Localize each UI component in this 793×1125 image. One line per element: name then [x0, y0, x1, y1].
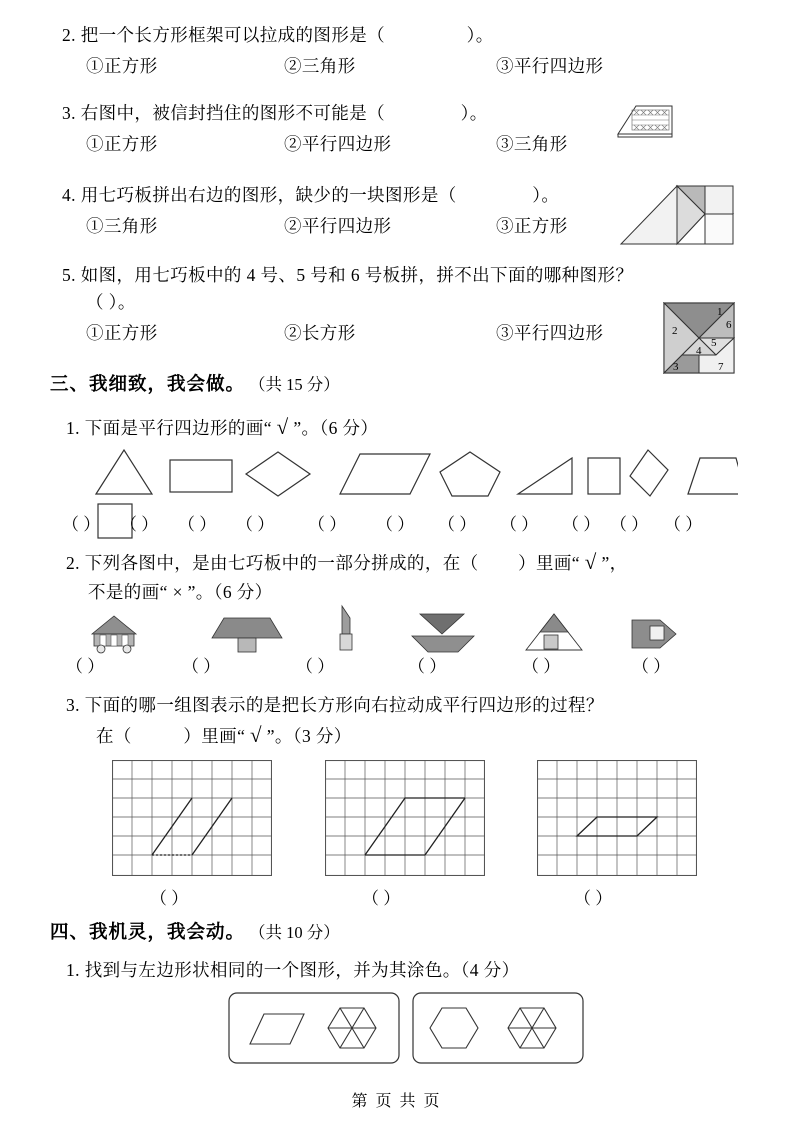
- answer-slot[interactable]: （ ）: [376, 515, 415, 534]
- section-3-item-3-line1: [66, 692, 766, 719]
- section-3-title: 三、我细致，我会做。: [50, 375, 246, 395]
- section-3-item-2-line2: [66, 579, 766, 606]
- question-5-text: 如图，用七巧板中的 4 号、5 号和 6 号板拼，拼不出下面的哪种图形？: [80, 265, 634, 285]
- figure-triangle-square: [526, 614, 582, 650]
- grid-figure-3: [537, 760, 697, 876]
- tangram-label-3: 3: [673, 361, 679, 373]
- figure-knife: [340, 606, 352, 650]
- shape-rectangle: [170, 460, 232, 492]
- check-mark-glyph: √: [250, 723, 262, 748]
- answer-slot[interactable]: （ ）: [438, 515, 477, 534]
- shape-trapezoid: [688, 458, 738, 494]
- answer-slot[interactable]: （ ）: [632, 657, 671, 676]
- shape-hexagon-triangles-2: [508, 1008, 556, 1048]
- section-3-item-1: [66, 411, 756, 444]
- shape-rectangle-2: [588, 458, 620, 494]
- answer-slot[interactable]: （ ）: [574, 889, 613, 908]
- check-mark-glyph: √: [584, 550, 597, 574]
- s3i3-text: 下面的哪一组图表示的是把长方形向右拉动成平行四边形的过程？: [84, 695, 604, 715]
- question-3-option-3[interactable]: ③三角形: [496, 134, 568, 155]
- answer-slots-3-1: [62, 510, 762, 535]
- s3i2-text: 下列各图中，是由七巧板中的一部分拼成的，在（: [84, 553, 479, 573]
- section-4-points: （共 10 分）: [249, 923, 340, 942]
- page-footer: 第 页 共 页: [351, 1093, 442, 1110]
- answer-slot[interactable]: （ ）: [308, 515, 347, 534]
- question-5-option-2[interactable]: ②长方形: [284, 323, 356, 344]
- question-3-option-1[interactable]: ①正方形: [86, 134, 158, 155]
- s3i2-line2-b: ”。（6 分）: [187, 581, 273, 602]
- answer-slot[interactable]: （ ）: [664, 515, 703, 534]
- question-2-option-2[interactable]: ②三角形: [284, 56, 356, 77]
- section-3-points: （共 15 分）: [249, 375, 340, 394]
- question-3-option-2[interactable]: ②平行四边形: [284, 134, 392, 155]
- answer-slot[interactable]: （ ）: [500, 515, 539, 534]
- tangram-label-4: 4: [696, 345, 702, 357]
- tangram-composite-row: [84, 604, 704, 656]
- section-3-item-2: [66, 546, 766, 606]
- question-2: [62, 22, 742, 79]
- figure-lamp: [212, 618, 282, 652]
- s3i2-line2-a: 不是的画“: [88, 581, 168, 602]
- figure-arrow: [632, 620, 676, 648]
- question-4-text-tail: ）。: [532, 185, 560, 205]
- grid-figure-1: [112, 760, 272, 876]
- s4i1-text: 找到与左边形状相同的一个图形，并为其涂色。（4 分）: [84, 960, 520, 980]
- tangram-label-2: 2: [672, 325, 678, 337]
- question-3-text: 右图中，被信封挡住的图形不可能是（: [80, 103, 386, 123]
- s3i1-number: 1.: [66, 418, 80, 438]
- section-3-heading: [50, 370, 340, 396]
- cross-mark-glyph: ×: [172, 581, 183, 602]
- section-3-item-3-line2: [66, 719, 766, 752]
- shape-pentagon: [440, 452, 500, 496]
- question-5-number: 5.: [62, 265, 76, 285]
- answer-slot[interactable]: （ ）: [62, 515, 101, 534]
- question-4-option-1[interactable]: ①三角形: [86, 216, 158, 237]
- tangram-label-1: 1: [717, 306, 723, 318]
- answer-slot[interactable]: （ ）: [522, 657, 561, 676]
- s3i2-text-tail: ”，: [601, 553, 628, 573]
- answer-slot[interactable]: （ ）: [610, 515, 649, 534]
- question-2-number: 2.: [62, 25, 76, 45]
- shape-triangle: [96, 450, 152, 494]
- answer-slot[interactable]: （ ）: [150, 889, 189, 908]
- question-3-text-tail: ）。: [460, 103, 488, 123]
- s3i1-text: 下面是平行四边形的画“: [84, 418, 272, 438]
- section-4-item-1: [66, 957, 766, 984]
- s3i2-number: 2.: [66, 553, 80, 573]
- s3i3-number: 3.: [66, 695, 80, 715]
- question-5-option-3[interactable]: ③平行四边形: [496, 323, 604, 344]
- answer-slot[interactable]: （ ）: [362, 889, 401, 908]
- s3i2-text-mid: ）里画“: [518, 553, 580, 573]
- answer-slot[interactable]: （ ）: [182, 657, 221, 676]
- question-3-number: 3.: [62, 103, 76, 123]
- answer-slot[interactable]: （ ）: [408, 657, 447, 676]
- question-4-number: 4.: [62, 185, 76, 205]
- match-shape-box-left: [228, 992, 400, 1064]
- shape-parallelogram-target: [250, 1014, 304, 1044]
- answer-slot[interactable]: （ ）: [120, 515, 159, 534]
- question-2-text: 把一个长方形框架可以拉成的图形是（: [80, 25, 386, 45]
- question-2-option-3[interactable]: ③平行四边形: [496, 56, 604, 77]
- section-4-title: 四、我机灵，我会动。: [50, 923, 246, 943]
- match-shape-box-right: [412, 992, 584, 1064]
- grid-figure-2: [325, 760, 485, 876]
- section-3-item-2-line1: [66, 546, 766, 579]
- shape-diamond: [246, 452, 310, 496]
- figure-cup: [412, 614, 474, 652]
- s4i1-number: 1.: [66, 960, 80, 980]
- shape-hexagon-triangles: [328, 1008, 376, 1048]
- question-4-option-3[interactable]: ③正方形: [496, 216, 568, 237]
- check-mark-glyph: √: [276, 415, 289, 439]
- answer-slot[interactable]: （ ）: [296, 657, 335, 676]
- section-3-item-1-text: [66, 411, 756, 444]
- shape-parallelogram-2: [630, 450, 668, 496]
- section-4-item-1-text: [66, 957, 766, 984]
- section-4-heading: [50, 918, 340, 944]
- s3i3-line2-a: 在（: [96, 726, 132, 747]
- s3i1-text-tail: ”。（6 分）: [293, 418, 379, 438]
- section-3-item-3: [66, 692, 766, 752]
- question-2-stem: [62, 22, 742, 49]
- answer-slot[interactable]: （ ）: [562, 515, 601, 534]
- question-5-option-1[interactable]: ①正方形: [86, 323, 158, 344]
- question-5-stem-line2: （ ）。: [86, 292, 136, 313]
- answer-slot[interactable]: （ ）: [66, 657, 105, 676]
- question-2-text-tail: ）。: [466, 25, 494, 45]
- tangram-numbered-figure: [663, 302, 735, 374]
- tangram-label-7: 7: [718, 361, 724, 373]
- answer-slots-3-3: [150, 884, 770, 909]
- question-2-option-1[interactable]: ①正方形: [86, 56, 158, 77]
- question-2-options: [62, 53, 742, 79]
- shape-parallelogram-1: [340, 454, 430, 494]
- tangram-label-5: 5: [711, 337, 717, 349]
- envelope-figure: [614, 104, 674, 140]
- tangram-label-6: 6: [726, 319, 732, 331]
- shape-row-parallelogram-test: [88, 444, 738, 500]
- question-5-options: [62, 320, 742, 346]
- figure-house: [92, 616, 136, 653]
- answer-slot[interactable]: （ ）: [236, 515, 275, 534]
- shape-hexagon-target: [430, 1008, 478, 1048]
- tangram-shape-figure: [619, 184, 735, 246]
- s3i3-line2-c: ”。（3 分）: [266, 726, 352, 747]
- question-4-text: 用七巧板拼出右边的图形，缺少的一块图形是（: [80, 185, 457, 205]
- s3i3-line2-b: ）里画“: [183, 726, 246, 747]
- question-5-stem: [62, 262, 742, 289]
- question-4-option-2[interactable]: ②平行四边形: [284, 216, 392, 237]
- question-5: [62, 262, 742, 347]
- answer-slots-3-2: [66, 652, 766, 677]
- answer-slot[interactable]: （ ）: [178, 515, 217, 534]
- shape-right-triangle: [518, 458, 572, 494]
